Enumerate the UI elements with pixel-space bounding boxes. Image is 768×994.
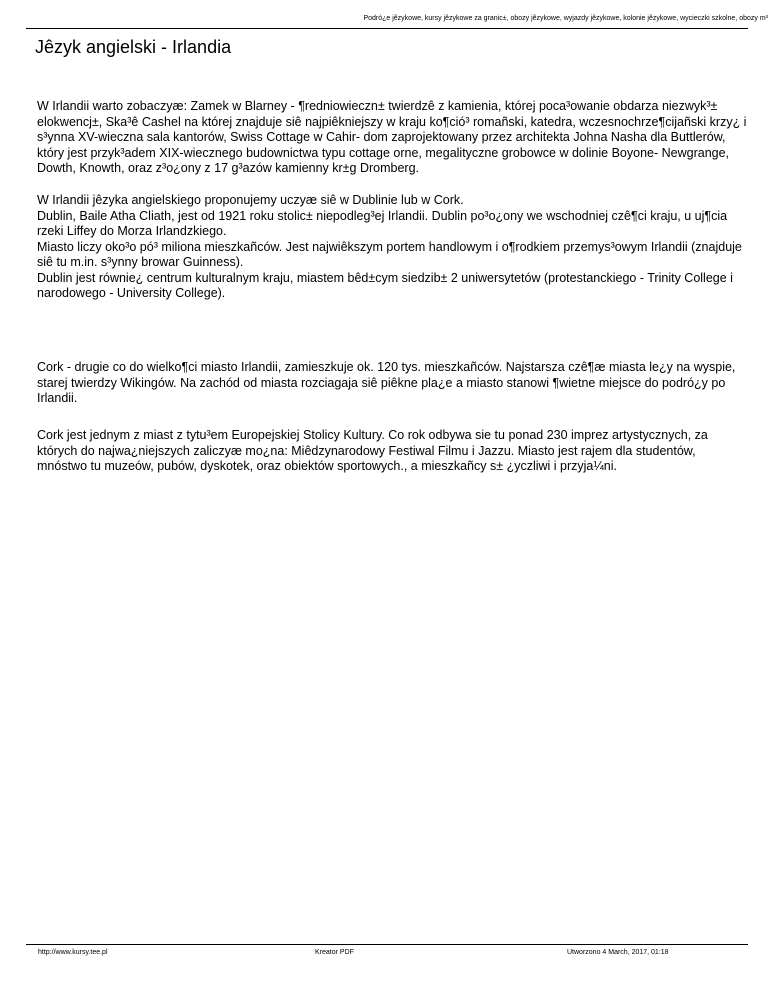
paragraph-cork-culture: Cork jest jednym z miast z tytu³em Europejskiej Stolicy Kultury. Co rok odbywa sie tu ponad 230 imprez artystycznych, za których do najwa¿niejszych zaliczyæ mo¿na: Miêdzynarodowy Festiwal Filmu i Jazzu. Miasto jest rajem dla studentów, mnóstwo tu muzeów, pubów, dyskotek, oraz obiektów sportowych., a mieszkañcy s± ¿yczliwi i przyja¼ni. xyxy=(37,428,708,473)
footer-url[interactable]: http://www.kursy.tee.pl xyxy=(38,949,108,956)
paragraph-dublin: W Irlandii jêzyka angielskiego proponujemy uczyæ siê w Dublinie lub w Cork. Dublin, Baile Atha Cliath, jest od 1921 roku stolic± niepodleg³ej Irlandii. Dublin po³o¿ony we wschodniej czê¶ci kraju, u uj¶cia rzeki Liffey do Morza Irlandzkiego. Miasto liczy oko³o pó³ miliona mieszkañców. Jest najwiêkszym portem handlowym i o¶rodkiem przemys³owym Irlandii (znajduje siê tu m.in. s³ynny browar Guinness). Dublin jest równie¿ centrum kulturalnym kraju, miastem bêd±cym siedzib± 2 uniwersytetów (protestanckiego - Trinity College i narodowego - University College). xyxy=(37,193,742,300)
footer-generator: Kreator PDF xyxy=(315,949,354,956)
header-divider xyxy=(26,28,748,29)
footer-divider xyxy=(26,944,748,945)
footer-created-date: Utworzono 4 March, 2017, 01:18 xyxy=(567,949,669,956)
paragraph-attractions: W Irlandii warto zobaczyæ: Zamek w Blarney - ¶redniowieczn± twierdzê z kamienia, której poca³owanie obdarza niezwyk³± elokwencj±, Ska³ê Cashel na której znajduje siê najpiêkniejszy w kraju ko¶ció³ romañski, katedra, wczesnochrze¶cijañski krzy¿ i s³ynna XV-wieczna sala kantorów, Swiss Cottage w Cahir- dom zaprojektowany przez architekta Johna Nasha dla Buttlerów, który jest przyk³adem XIX-wiecznego budownictwa typu cottage orne, megalityczne grobowce w dolinie Boyone- Newgrange, Dowth, Knowth, oraz z³o¿ony z 17 g³azów kamienny kr±g Dromberg. xyxy=(37,99,747,175)
page-title: Jêzyk angielski - Irlandia xyxy=(35,37,232,57)
paragraph-cork-intro: Cork - drugie co do wielko¶ci miasto Irlandii, zamieszkuje ok. 120 tys. mieszkañców. Najstarsza czê¶æ miasta le¿y na wyspie, starej twierdzy Wikingów. Na zachód od miasta rozciagaja siê piêkne pla¿e a miasto stanowi ¶wietne miejsce do podró¿y po Irlandii. xyxy=(37,360,736,405)
page-header-text: Podró¿e jêzykowe, kursy jêzykowe za granic±, obozy jêzykowe, wyjazdy jêzykowe, kolonie jêzykowe, wycieczki szkolne, obozy m³ xyxy=(363,15,768,22)
